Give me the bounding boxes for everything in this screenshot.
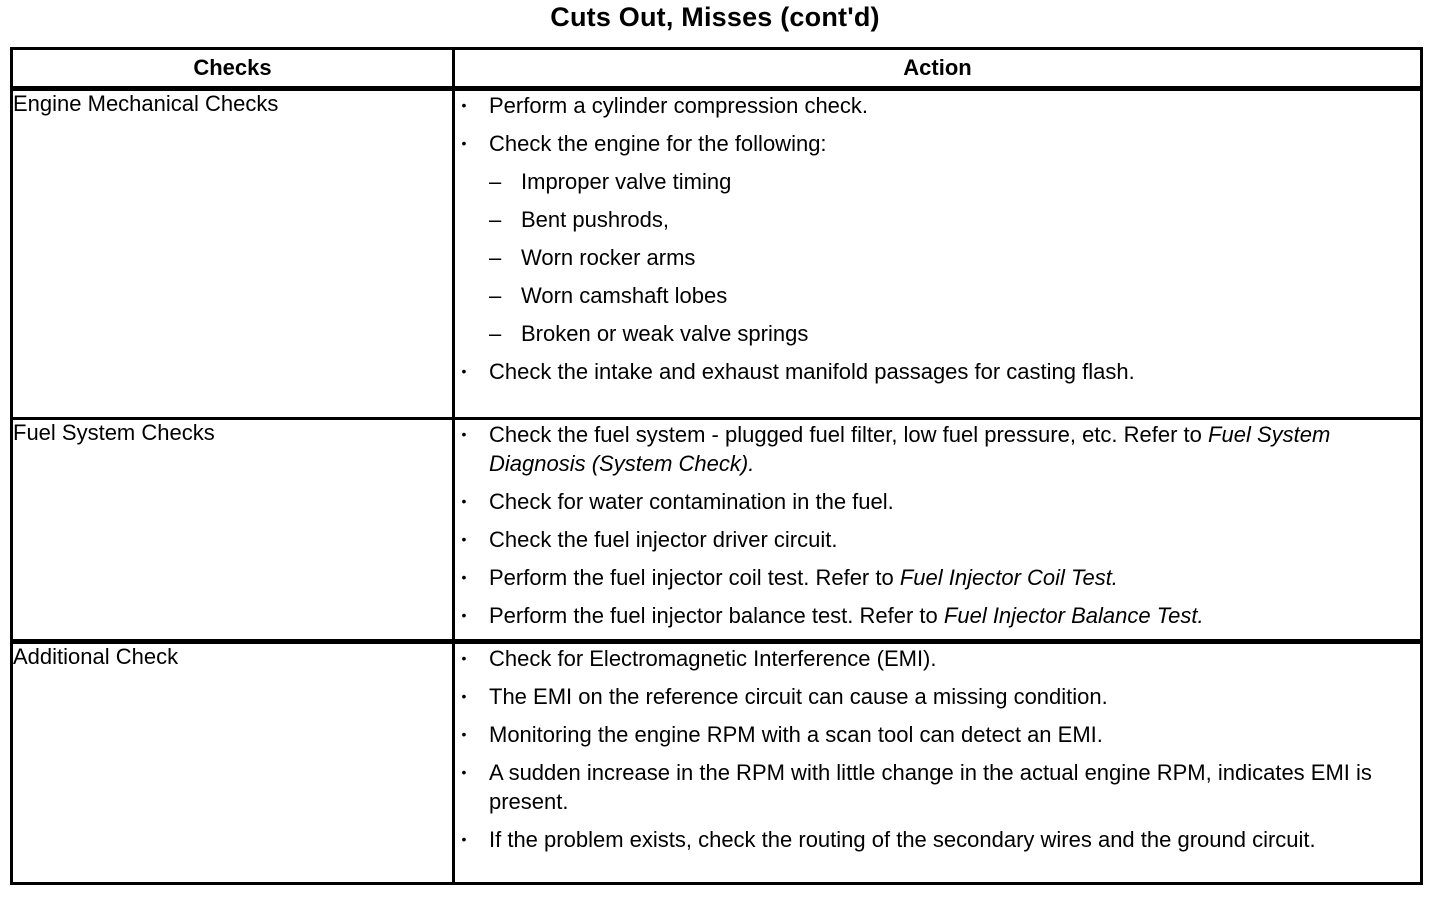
bullet-icon: •: [461, 135, 467, 151]
bullet-icon: •: [461, 426, 467, 442]
bullet-icon: •: [461, 363, 467, 379]
action-item: [455, 720, 1420, 749]
dash-icon: –: [489, 321, 502, 346]
action-list: [455, 420, 1420, 630]
bullet-icon: •: [461, 831, 467, 847]
dash-icon: –: [489, 169, 502, 194]
action-item: [455, 91, 1420, 120]
check-name-cell: Fuel System Checks: [12, 419, 454, 642]
action-item: [455, 420, 1420, 478]
table-row-fuel-system: [12, 419, 1422, 642]
dash-icon: –: [489, 245, 502, 270]
action-item: [455, 825, 1420, 854]
action-item: [455, 682, 1420, 711]
bullet-icon: •: [461, 650, 467, 666]
sub-action-item: [489, 167, 1420, 196]
action-item: [455, 601, 1420, 630]
reference-link-text: Fuel System Diagnosis (System Check).: [489, 422, 1331, 476]
action-text: Check the intake and exhaust manifold passages for casting flash.: [489, 359, 1135, 384]
sub-action-text: Broken or weak valve springs: [521, 321, 809, 346]
action-item: [455, 525, 1420, 554]
sub-action-list: [489, 167, 1420, 348]
check-name-cell: Additional Check: [12, 642, 454, 884]
bullet-icon: •: [461, 764, 467, 780]
page-title: Cuts Out, Misses (cont'd): [550, 2, 880, 32]
checks-column-header: Checks: [12, 49, 454, 89]
table-row-engine-mechanical: [12, 89, 1422, 419]
action-text: The EMI on the reference circuit can cause a missing condition.: [489, 684, 1108, 709]
action-list: [455, 644, 1420, 854]
diagnostic-table: [10, 47, 1423, 885]
table-header-row: [12, 49, 1422, 89]
sub-action-item: [489, 281, 1420, 310]
action-text: Check the fuel injector driver circuit.: [489, 527, 838, 552]
sub-action-item: [489, 243, 1420, 272]
action-text: Check the fuel system - plugged fuel filter, low fuel pressure, etc. Refer to: [489, 422, 1202, 447]
action-item: [455, 563, 1420, 592]
sub-action-text: Improper valve timing: [521, 169, 732, 194]
action-text: If the problem exists, check the routing of the secondary wires and the ground circuit.: [489, 827, 1316, 852]
dash-icon: –: [489, 283, 502, 308]
action-item: [455, 357, 1420, 386]
check-name-cell: Engine Mechanical Checks: [12, 89, 454, 419]
sub-action-item: [489, 205, 1420, 234]
action-text: Perform a cylinder compression check.: [489, 93, 869, 118]
action-text: A sudden increase in the RPM with little change in the actual engine RPM, indicates EMI is present.: [489, 760, 1372, 814]
action-cell: [454, 642, 1422, 884]
sub-action-text: Bent pushrods,: [521, 207, 669, 232]
action-cell: [454, 89, 1422, 419]
action-text: Perform the fuel injector balance test. Refer to: [489, 603, 938, 628]
bullet-icon: •: [461, 531, 467, 547]
action-item: [455, 644, 1420, 673]
bullet-icon: •: [461, 493, 467, 509]
reference-link-text: Fuel Injector Coil Test.: [899, 565, 1118, 590]
action-list: [455, 91, 1420, 386]
action-text: Check the engine for the following:: [489, 131, 827, 156]
action-column-header: Action: [454, 49, 1422, 89]
action-item: [455, 758, 1420, 816]
bullet-icon: •: [461, 97, 467, 113]
action-cell: [454, 419, 1422, 642]
bullet-icon: •: [461, 569, 467, 585]
action-item: [455, 487, 1420, 516]
action-text: Monitoring the engine RPM with a scan tool can detect an EMI.: [489, 722, 1103, 747]
sub-action-text: Worn rocker arms: [521, 245, 696, 270]
sub-action-text: Worn camshaft lobes: [521, 283, 728, 308]
action-text: Perform the fuel injector coil test. Refer to: [489, 565, 894, 590]
bullet-icon: •: [461, 688, 467, 704]
action-item: [455, 129, 1420, 348]
sub-action-item: [489, 319, 1420, 348]
action-text: Check for Electromagnetic Interference (EMI).: [489, 646, 937, 671]
bullet-icon: •: [461, 607, 467, 623]
bullet-icon: •: [461, 726, 467, 742]
action-text: Check for water contamination in the fuel.: [489, 489, 894, 514]
dash-icon: –: [489, 207, 502, 232]
table-row-additional-check: [12, 642, 1422, 884]
reference-link-text: Fuel Injector Balance Test.: [943, 603, 1204, 628]
